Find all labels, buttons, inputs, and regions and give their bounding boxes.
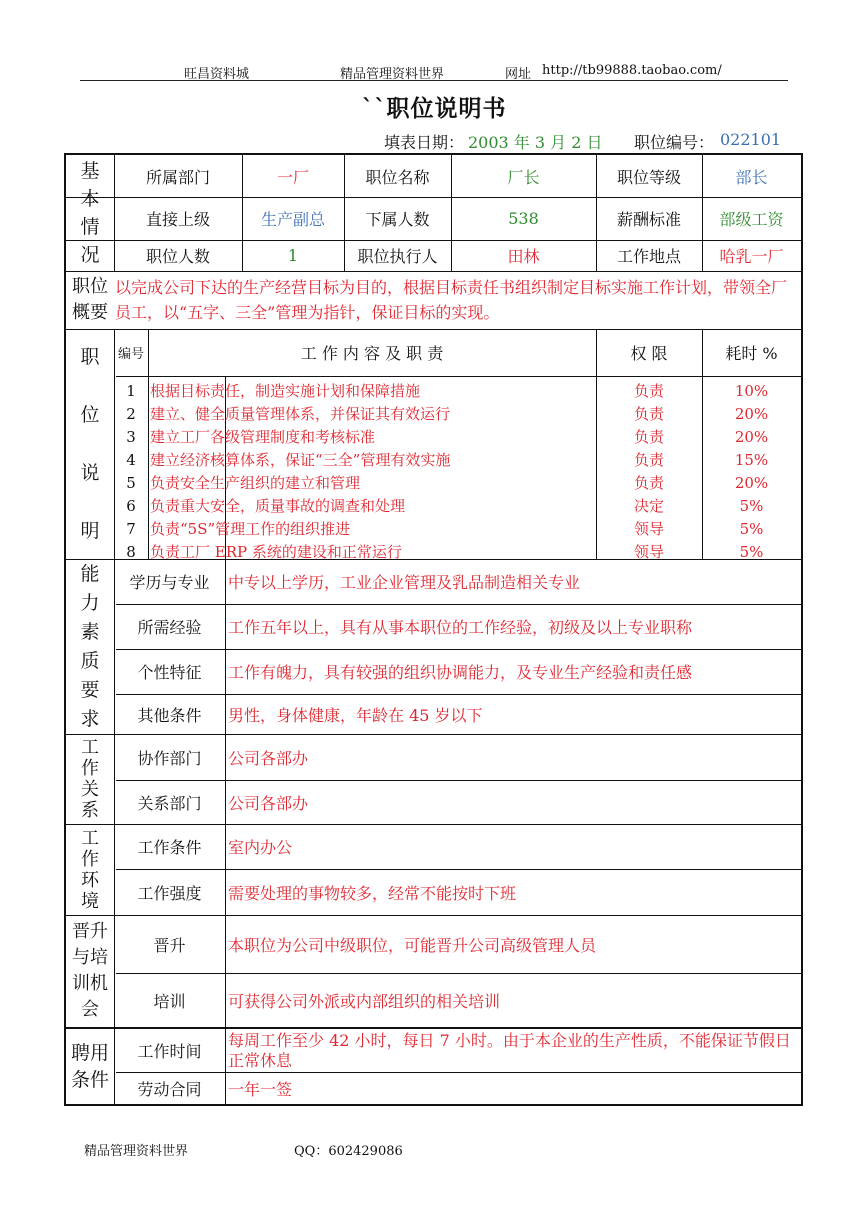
footer-site-name: 精品管理资料世界 bbox=[84, 1144, 189, 1159]
duties-header-content: 工 作 内 容 及 职 责 bbox=[300, 344, 444, 363]
value-location: 哈乳一厂 bbox=[719, 247, 784, 266]
label-personality: 个性特征 bbox=[137, 663, 202, 682]
label-incumbent: 职位执行人 bbox=[357, 247, 438, 266]
duty-content: 根据目标责任，制造实施计划和保障措施 bbox=[150, 382, 421, 400]
section-ability: 能力素质要求 bbox=[80, 562, 100, 730]
label-department: 所属部门 bbox=[145, 167, 210, 187]
section-summary: 职位概要 bbox=[72, 276, 108, 323]
value-salary: 部级工资 bbox=[719, 210, 784, 229]
label-subordinates: 下属人数 bbox=[365, 210, 430, 229]
value-training: 可获得公司外派或内部组织的相关培训 bbox=[228, 991, 501, 1011]
duty-content: 负责工厂 ERP 系统的建设和正常运行 bbox=[150, 543, 402, 561]
duty-content: 建立工厂各级管理制度和考核标准 bbox=[150, 428, 376, 446]
duty-time: 20% bbox=[734, 405, 769, 423]
value-job-title: 厂长 bbox=[507, 167, 540, 187]
duty-number: 6 bbox=[126, 497, 136, 515]
duty-authority: 负责 bbox=[633, 405, 664, 423]
fill-date: 2003 年 3 月 2 日 bbox=[468, 133, 603, 152]
duty-authority: 领导 bbox=[633, 520, 664, 538]
duty-authority: 负责 bbox=[633, 451, 664, 469]
footer-qq: QQ：602429086 bbox=[294, 1144, 403, 1159]
duty-time: 20% bbox=[734, 428, 769, 446]
value-subordinates: 538 bbox=[508, 209, 539, 228]
header-site-name: 旺昌资料城 bbox=[184, 67, 250, 82]
value-work-hours: 每周工作至少 42 小时，每日 7 小时。由于本企业的生产性质，不能保证节假日正常休息 bbox=[228, 1031, 791, 1070]
label-other: 其他条件 bbox=[137, 705, 202, 725]
label-conditions: 工作条件 bbox=[137, 838, 202, 857]
duties-header-authority: 权 限 bbox=[630, 344, 668, 363]
label-headcount: 职位人数 bbox=[145, 247, 210, 266]
duty-time: 5% bbox=[739, 520, 764, 538]
duty-authority: 负责 bbox=[633, 428, 664, 446]
summary-text: 以完成公司下达的生产经营目标为目的，根据目标责任书组织制定目标实施工作计划，带领全厂员工，以“五字、三全”管理为指针，保证目标的实现。 bbox=[115, 278, 788, 322]
label-contract: 劳动合同 bbox=[137, 1079, 202, 1099]
section-duties: 职位说明 bbox=[80, 346, 100, 542]
duties-header-time: 耗时 % bbox=[725, 344, 778, 363]
section-relations: 工作关系 bbox=[81, 737, 99, 821]
value-other: 男性，身体健康，年龄在 45 岁以下 bbox=[228, 705, 483, 725]
value-incumbent: 田林 bbox=[507, 247, 540, 266]
duty-content: 负责重大安全，质量事故的调查和处理 bbox=[150, 497, 406, 515]
job-code-label: 职位编号： bbox=[634, 133, 715, 152]
label-work-hours: 工作时间 bbox=[137, 1042, 202, 1061]
duty-authority: 决定 bbox=[633, 497, 664, 515]
duty-number: 8 bbox=[126, 543, 136, 561]
value-department: 一厂 bbox=[276, 167, 309, 187]
duty-content: 负责“5S”管理工作的组织推进 bbox=[150, 520, 351, 538]
section-environment: 工作环境 bbox=[81, 827, 99, 912]
duty-authority: 领导 bbox=[633, 543, 664, 561]
label-job-level: 职位等级 bbox=[616, 167, 681, 187]
duty-number: 1 bbox=[126, 382, 136, 400]
duty-number: 7 bbox=[126, 520, 136, 538]
duty-authority: 负责 bbox=[633, 474, 664, 492]
header-url-label: 网址 bbox=[505, 67, 532, 82]
fill-date-label: 填表日期： bbox=[384, 133, 465, 152]
value-promotion: 本职位为公司中级职位，可能晋升公司高级管理人员 bbox=[228, 935, 597, 955]
label-training: 培训 bbox=[153, 991, 186, 1011]
section-promotion: 晋升与培训机会 bbox=[72, 921, 108, 1020]
label-cooperation: 协作部门 bbox=[137, 748, 202, 768]
duties-header-no: 编号 bbox=[117, 347, 144, 362]
label-location: 工作地点 bbox=[616, 247, 681, 266]
label-experience: 所需经验 bbox=[137, 618, 202, 637]
value-contract: 一年一签 bbox=[228, 1079, 293, 1099]
label-education: 学历与专业 bbox=[129, 573, 210, 592]
duty-time: 5% bbox=[739, 497, 764, 515]
duty-number: 4 bbox=[126, 451, 136, 469]
value-job-level: 部长 bbox=[735, 167, 768, 187]
label-promotion: 晋升 bbox=[153, 935, 186, 955]
value-cooperation: 公司各部办 bbox=[228, 748, 309, 768]
value-intensity: 需要处理的事物较多，经常不能按时下班 bbox=[228, 883, 517, 903]
label-superior: 直接上级 bbox=[145, 210, 210, 229]
page-title: ``职位说明书 bbox=[361, 95, 507, 122]
value-related: 公司各部办 bbox=[228, 793, 309, 813]
duty-authority: 负责 bbox=[633, 382, 664, 400]
label-job-title: 职位名称 bbox=[365, 167, 430, 187]
duty-content: 建立、健全质量管理体系，并保证其有效运行 bbox=[150, 405, 451, 423]
value-experience: 工作五年以上，具有从事本职位的工作经验，初级及以上专业职称 bbox=[228, 618, 693, 637]
duty-time: 20% bbox=[734, 474, 769, 492]
section-employment: 聘用条件 bbox=[70, 1041, 109, 1091]
header-subtitle: 精品管理资料世界 bbox=[340, 67, 445, 82]
value-conditions: 室内办公 bbox=[228, 838, 293, 857]
duty-number: 2 bbox=[126, 405, 136, 423]
duty-time: 10% bbox=[734, 382, 769, 400]
value-superior: 生产副总 bbox=[260, 210, 325, 229]
label-related: 关系部门 bbox=[137, 793, 202, 813]
header-url[interactable]: http://tb99888.taobao.com/ bbox=[542, 63, 722, 78]
job-description-form bbox=[64, 153, 803, 1106]
header-rule bbox=[80, 80, 788, 81]
section-basic-info: 基本情况 bbox=[80, 160, 100, 266]
value-headcount: 1 bbox=[287, 246, 299, 265]
duty-time: 5% bbox=[739, 543, 764, 561]
duty-number: 3 bbox=[126, 428, 136, 446]
job-code: 022101 bbox=[720, 130, 782, 149]
duty-content: 建立经济核算体系，保证“三全”管理有效实施 bbox=[150, 451, 451, 469]
label-salary: 薪酬标准 bbox=[616, 210, 681, 229]
value-education: 中专以上学历，工业企业管理及乳品制造相关专业 bbox=[228, 573, 581, 592]
duty-time: 15% bbox=[734, 451, 769, 469]
value-personality: 工作有魄力，具有较强的组织协调能力，及专业生产经验和责任感 bbox=[228, 663, 693, 682]
label-intensity: 工作强度 bbox=[137, 883, 202, 903]
duty-content: 负责安全生产组织的建立和管理 bbox=[150, 474, 361, 492]
duty-number: 5 bbox=[126, 474, 136, 492]
